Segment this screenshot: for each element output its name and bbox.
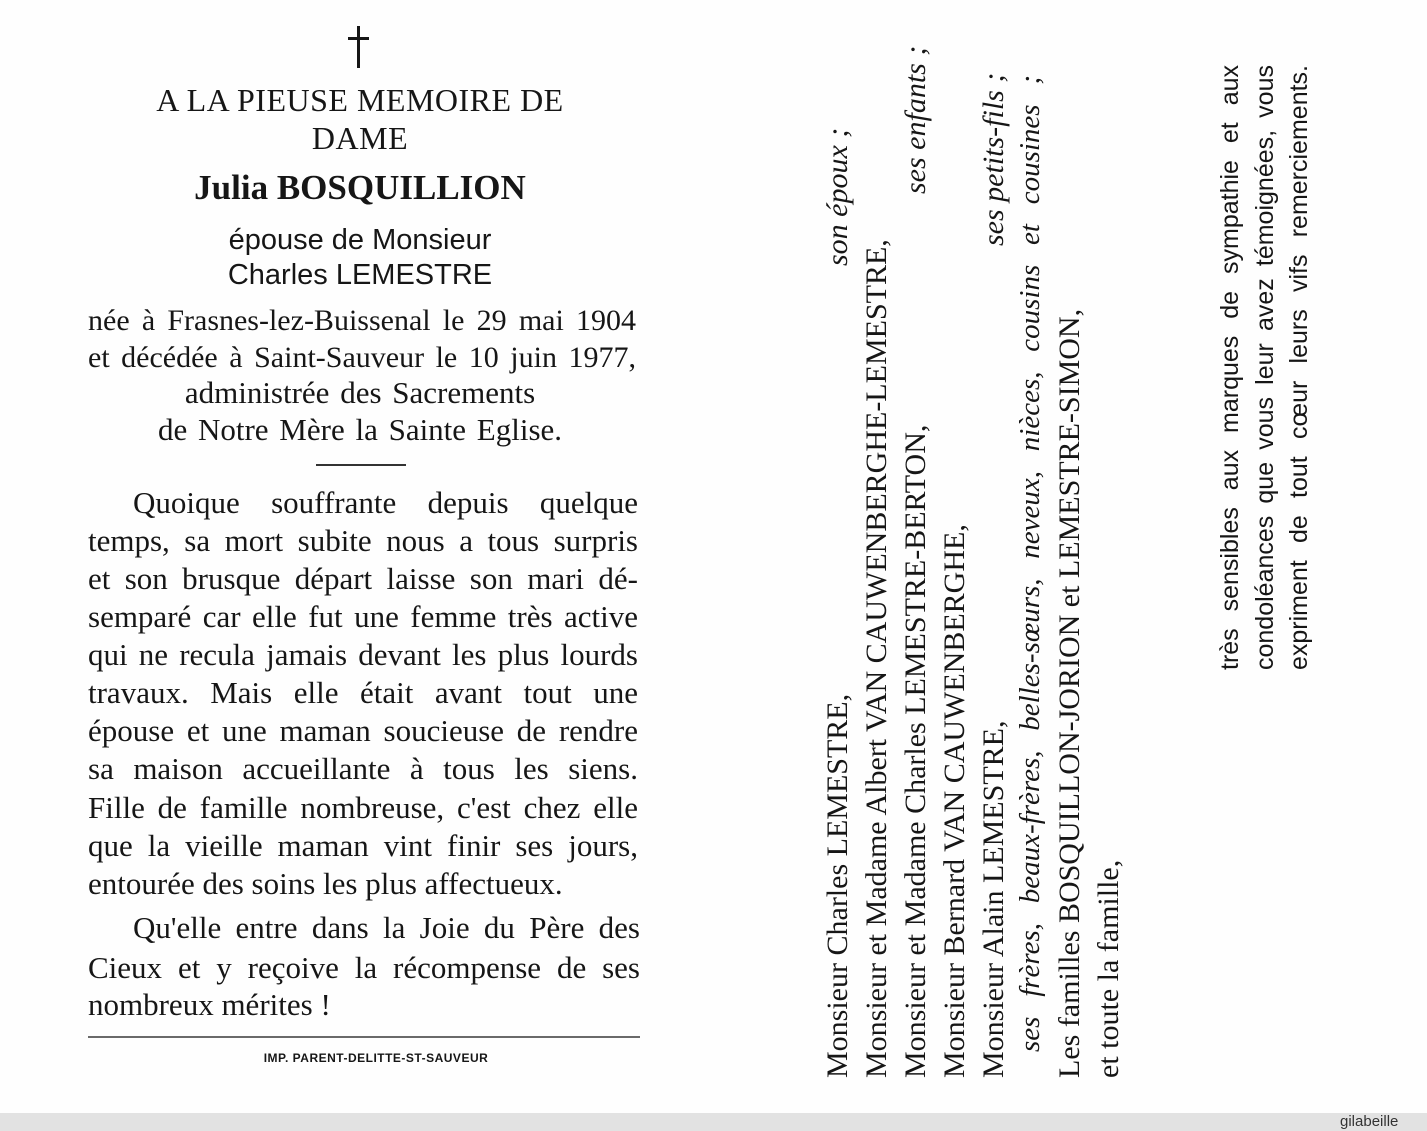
dedication-heading: A LA PIEUSE MEMOIRE DE: [156, 82, 564, 118]
thanks-line: condoléances que vous leur avez témoignées, vous: [1251, 65, 1279, 670]
paragraph-line: Cieux et y reçoive la récompense de ses: [88, 950, 640, 985]
church-line: de Notre Mère la Sainte Eglise.: [157, 412, 563, 447]
deceased-name: Julia BOSQUILLION: [194, 168, 526, 207]
paragraph-line: et son brusque départ laisse son mari dé-: [88, 561, 638, 596]
scan-edge: [0, 1113, 1427, 1131]
watermark: gilabeille: [1340, 1113, 1399, 1130]
closing-text: et toute la famille,: [1092, 859, 1125, 1078]
paragraph-line: temps, sa mort subite nous a tous surpris: [88, 523, 638, 558]
families-names: Les familles BOSQUILLON-JORION et LEMESTRE-SIMON,: [1053, 308, 1086, 1078]
printer-credit: IMP. PARENT-DELITTE-ST-SAUVEUR: [263, 1051, 489, 1065]
paragraph-line: semparé car elle fut une femme très active: [88, 599, 638, 634]
family-member-name: Monsieur Charles LEMESTRE,: [821, 693, 854, 1078]
paragraph-line: Qu'elle entre dans la Joie du Père des: [133, 910, 640, 945]
relatives-line: ses frères, beaux-frères, belles-sœurs, neveux, nièces, cousins et cousines ;: [1014, 75, 1046, 1052]
paragraph-line: entourée des soins les plus affectueux.: [88, 866, 563, 901]
thanks-line: expriment de tout cœur leurs vifs remerciements.: [1285, 65, 1313, 670]
family-line-grandchild: [974, 73, 1013, 1078]
family-member-name: Monsieur Bernard VAN CAUWENBERGHE,: [938, 524, 971, 1078]
separator-long: [88, 1036, 640, 1038]
family-relation: son époux ;: [821, 128, 854, 267]
spouse-name: Charles LEMESTRE: [227, 259, 493, 291]
families-line: [1050, 100, 1089, 1078]
spouse-intro: épouse de Monsieur: [228, 224, 492, 256]
paragraph-line: Fille de famille nombreuse, c'est chez elle: [88, 790, 638, 825]
paragraph-line: Quoique souffrante depuis quelque: [133, 485, 638, 520]
family-line-child: [896, 46, 935, 1078]
paragraph-line: qui ne recula jamais devant les plus lourds: [88, 637, 638, 672]
paragraph-line: travaux. Mais elle était avant tout une: [88, 675, 638, 710]
family-line-grandchild: [935, 100, 974, 1078]
cross-icon: [340, 22, 380, 72]
family-member-name: Monsieur Alain LEMESTRE,: [977, 720, 1010, 1078]
thanks-line: très sensibles aux marques de sympathie et aux: [1216, 65, 1244, 670]
paragraph-line: épouse et une maman soucieuse de rendre: [88, 713, 638, 748]
dedication-title: DAME: [311, 120, 409, 156]
paragraph-line: nombreux mérites !: [88, 987, 331, 1022]
birth-line: née à Frasnes-lez-Buissenal le 29 mai 1904: [88, 304, 636, 337]
family-member-name: Monsieur et Madame Charles LEMESTRE-BERTON,: [899, 424, 932, 1078]
sacraments-line: administrée des Sacrements: [184, 375, 536, 410]
family-relation: ses petits-fils ;: [977, 73, 1010, 247]
family-line-child: [857, 100, 896, 1078]
family-relation: ses enfants ;: [899, 46, 932, 195]
separator-short: [316, 464, 406, 466]
death-line: et décédée à Saint-Sauveur le 10 juin 1977,: [88, 341, 636, 374]
paragraph-line: sa maison accueillante à tous les siens.: [88, 751, 638, 786]
paragraph-line: que la vieille maman vint finir ses jours,: [88, 828, 638, 863]
family-line-spouse: [818, 128, 857, 1078]
family-member-name: Monsieur et Madame Albert VAN CAUWENBERGHE-LEMESTRE,: [860, 239, 893, 1078]
closing-line: [1089, 100, 1128, 1078]
